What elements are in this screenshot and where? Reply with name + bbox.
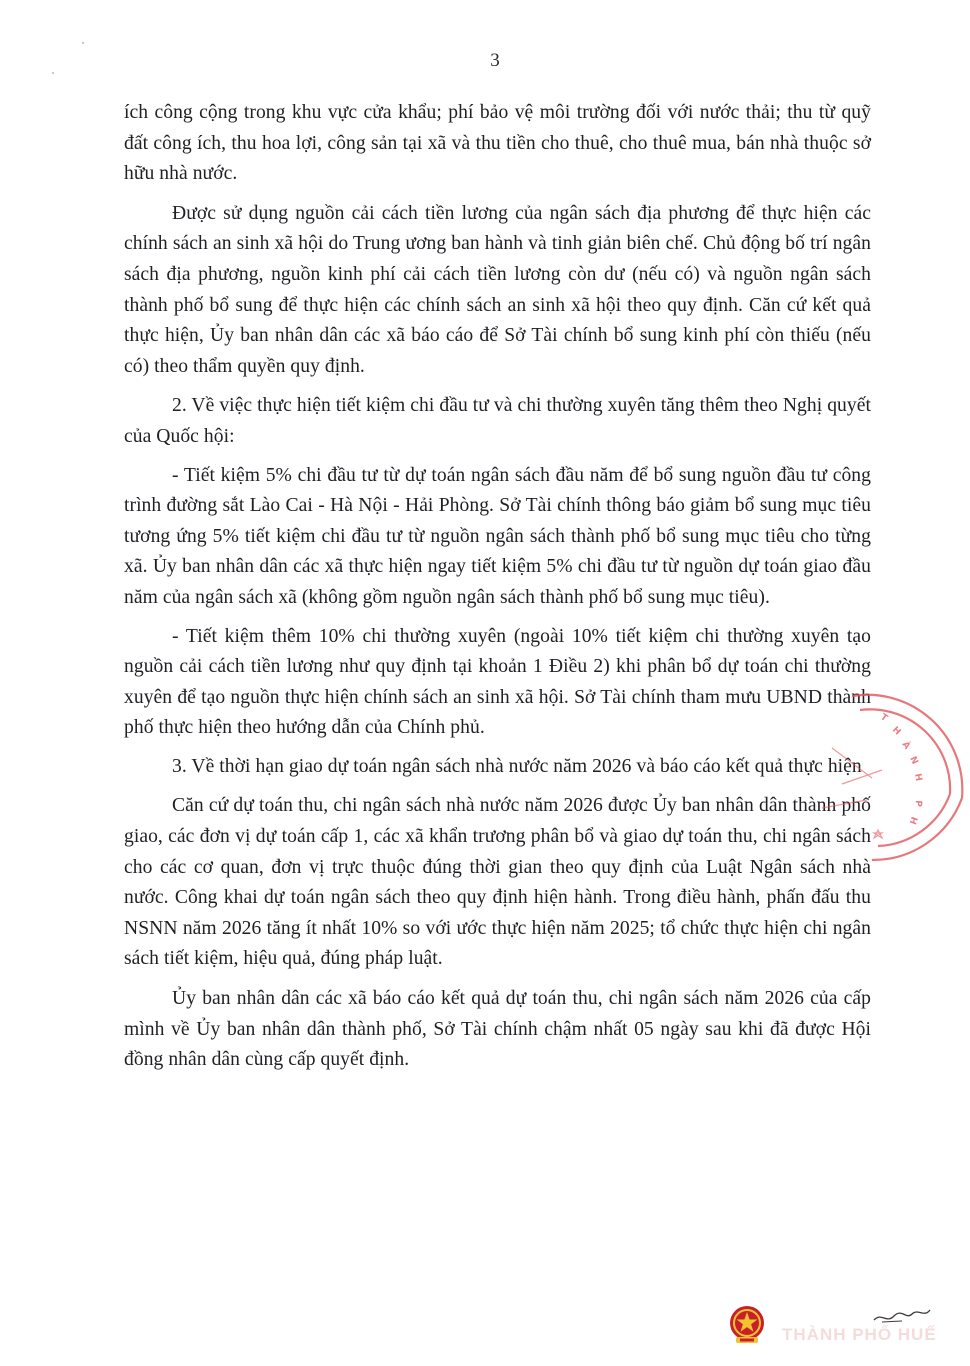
svg-text:H: H <box>889 725 903 738</box>
paragraph-reporting-deadline: Ủy ban nhân dân các xã báo cáo kết quả dự toán thu, chi ngân sách năm 2026 của cấp mình về Ủy ban nhân dân thành phố, Sở Tài chính chậm nhất 05 ngày sau khi đã được Hội đồng nhân dân cùng cấp quyết định. <box>124 988 871 1071</box>
section-2-heading: 2. Về việc thực hiện tiết kiệm chi đầu tư và chi thường xuyên tăng thêm theo Nghị quyết của Quốc hội: <box>124 395 871 447</box>
svg-text:H: H <box>906 814 919 826</box>
signature-scribble <box>872 1306 932 1328</box>
document-body <box>124 98 871 1085</box>
paragraph-saving-5-percent: - Tiết kiệm 5% chi đầu tư từ dự toán ngân sách đầu năm để bổ sung nguồn đầu tư công trình đường sắt Lào Cai - Hà Nội - Hải Phòng. Sở Tài chính thông báo giảm bổ sung mục tiêu tương ứng 5% tiết kiệm chi đầu tư từ nguồn ngân sách thành phố bổ sung mục tiêu cho từng xã. Ủy ban nhân dân các xã thực hiện ngay tiết kiệm 5% chi đầu tư từ nguồn dự toán giao đầu năm của ngân sách xã (không gồm nguồn ngân sách thành phố bổ sung mục tiêu). <box>124 464 871 608</box>
footer-watermark: THÀNH PHỐ HUẾ <box>782 1325 937 1344</box>
paragraph-salary-reform-source: Được sử dụng nguồn cải cách tiền lương của ngân sách địa phương để thực hiện các chính sách an sinh xã hội do Trung ương ban hành và tinh giản biên chế. Chủ động bố trí ngân sách địa phương, nguồn kinh phí cải cách tiền lương còn dư (nếu có) và nguồn ngân sách thành phố bổ sung để thực hiện các chính sách an sinh xã hội theo quy định. Căn cứ kết quả thực hiện, Ủy ban nhân dân các xã báo cáo để Sở Tài chính bổ sung kinh phí còn thiếu (nếu có) theo thẩm quyền quy định. <box>124 202 871 377</box>
paragraph-fees-continuation: ích công cộng trong khu vực cửa khẩu; phí bảo vệ môi trường đối với nước thải; thu từ quỹ đất công ích, thu hoa lợi, công sản tại xã và thu tiền cho thuê, cho thuê mua, bán nhà thuộc sở hữu nhà nước. <box>124 102 871 185</box>
svg-text:N: N <box>907 755 920 767</box>
scan-speck <box>52 72 54 74</box>
page-number: 3 <box>490 50 500 71</box>
section-3-heading: 3. Về thời hạn giao dự toán ngân sách nhà nước năm 2026 và báo cáo kết quả thực hiện <box>172 755 862 777</box>
national-emblem-icon <box>728 1303 766 1347</box>
svg-text:H: H <box>912 772 924 782</box>
paragraph-saving-10-percent: - Tiết kiệm thêm 10% chi thường xuyên (ngoài 10% tiết kiệm chi thường xuyên tạo nguồn cải cách tiền lương như quy định tại khoản 1 Điều 2) khi phân bổ dự toán chi thường xuyên để tạo nguồn thực hiện chính sách an sinh xã hội. Sở Tài chính tham mưu UBND thành phố thực hiện theo hướng dẫn của Chính phủ. <box>124 625 871 739</box>
svg-text:P: P <box>912 799 923 808</box>
svg-text:T: T <box>878 712 890 724</box>
scan-speck <box>82 42 84 44</box>
paragraph-budget-allocation: Căn cứ dự toán thu, chi ngân sách nhà nước năm 2026 được Ủy ban nhân dân thành phố giao, các đơn vị dự toán cấp 1, các xã khẩn trương phân bổ và giao dự toán thu, chi ngân sách cho các cơ quan, đơn vị trực thuộc đúng thời gian theo quy định của Luật Ngân sách nhà nước. Công khai dự toán ngân sách theo quy định hiện hành. Trong điều hành, phấn đấu thu NSNN năm 2026 tăng ít nhất 10% so với ước thực hiện năm 2025; tổ chức thực hiện chi ngân sách tiết kiệm, hiệu quả, đúng pháp luật. <box>124 795 871 970</box>
svg-text:À: À <box>899 739 912 752</box>
